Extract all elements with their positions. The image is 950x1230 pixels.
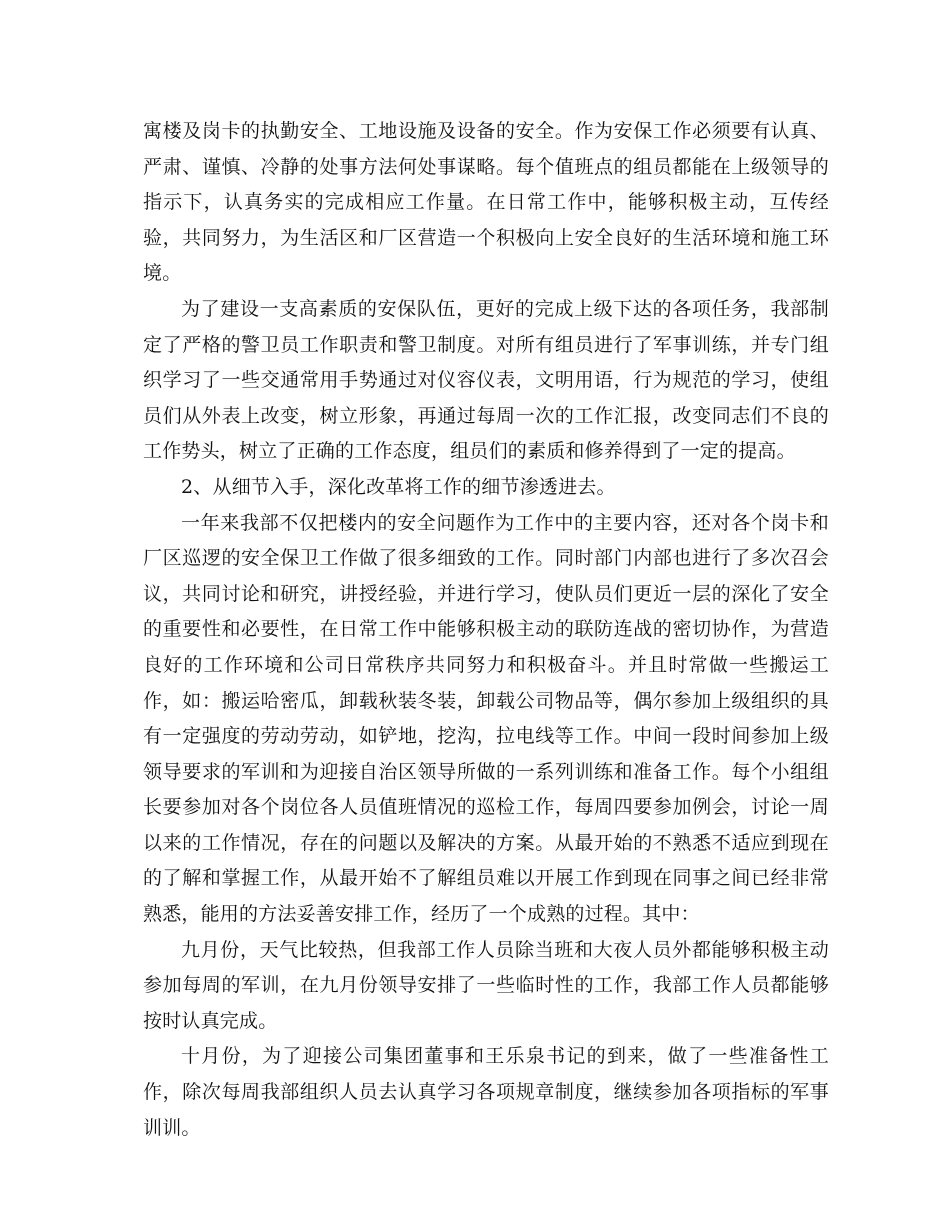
paragraph-october: 十月份，为了迎接公司集团董事和王乐泉书记的到来，做了一些准备性工作，除次每周我部组织人员去认真学习各项规章制度，继续参加各项指标的军事训训。	[143, 1045, 829, 1139]
paragraph-september: 九月份，天气比较热，但我部工作人员除当班和大夜人员外都能够积极主动参加每周的军训，在九月份领导安排了一些临时性的工作，我部工作人员都能够按时认真完成。	[143, 938, 829, 1032]
paragraph-team-building: 为了建设一支高素质的安保队伍，更好的完成上级下达的各项任务，我部制定了严格的警卫员工作职责和警卫制度。对所有组员进行了军事训练，并专门组织学习了一些交通常用手势通过对仪容仪表，文明用语，行为规范的学习，使组员们从外表上改变，树立形象，再通过每周一次的工作汇报，改变同志们不良的工作势头，树立了正确的工作态度，组员们的素质和修养得到了一定的提高。	[143, 297, 829, 463]
paragraph-continued-duties: 寓楼及岗卡的执勤安全、工地设施及设备的安全。作为安保工作必须要有认真、严肃、谨慎、冷静的处事方法何处事谋略。每个值班点的组员都能在上级领导的指示下，认真务实的完成相应工作量。在日常工作中，能够积极主动，互传经验，共同努力，为生活区和厂区营造一个积极向上安全良好的生活环境和施工环境。	[143, 120, 829, 285]
paragraph-yearly-work: 一年来我部不仅把楼内的安全问题作为工作中的主要内容，还对各个岗卡和厂区巡逻的安全保卫工作做了很多细致的工作。同时部门内部也进行了多次召会议，共同讨论和研究，讲授经验，并进行学习，使队员们更近一层的深化了安全的重要性和必要性，在日常工作中能够积极主动的联防连战的密切协作，为营造良好的工作环境和公司日常秩序共同努力和积极奋斗。并且时常做一些搬运工作，如：搬运哈密瓜，卸载秋装冬装，卸载公司物品等，偶尔参加上级组织的具有一定强度的劳动劳动，如铲地，挖沟，拉电线等工作。中间一段时间参加上级领导要求的军训和为迎接自治区领导所做的一系列训练和准备工作。每个小组组长要参加对各个岗位各人员值班情况的巡检工作，每周四要参加例会，讨论一周以来的工作情况，存在的问题以及解决的方案。从最开始的不熟悉不适应到现在的了解和掌握工作，从最开始不了解组员难以开展工作到现在同事之间已经非常熟悉，能用的方法妥善安排工作，经历了一个成熟的过程。其中：	[143, 511, 829, 926]
section-heading-details: 2、从细节入手，深化改革将工作的细节渗透进去。	[181, 475, 616, 498]
document-body	[143, 114, 829, 1146]
